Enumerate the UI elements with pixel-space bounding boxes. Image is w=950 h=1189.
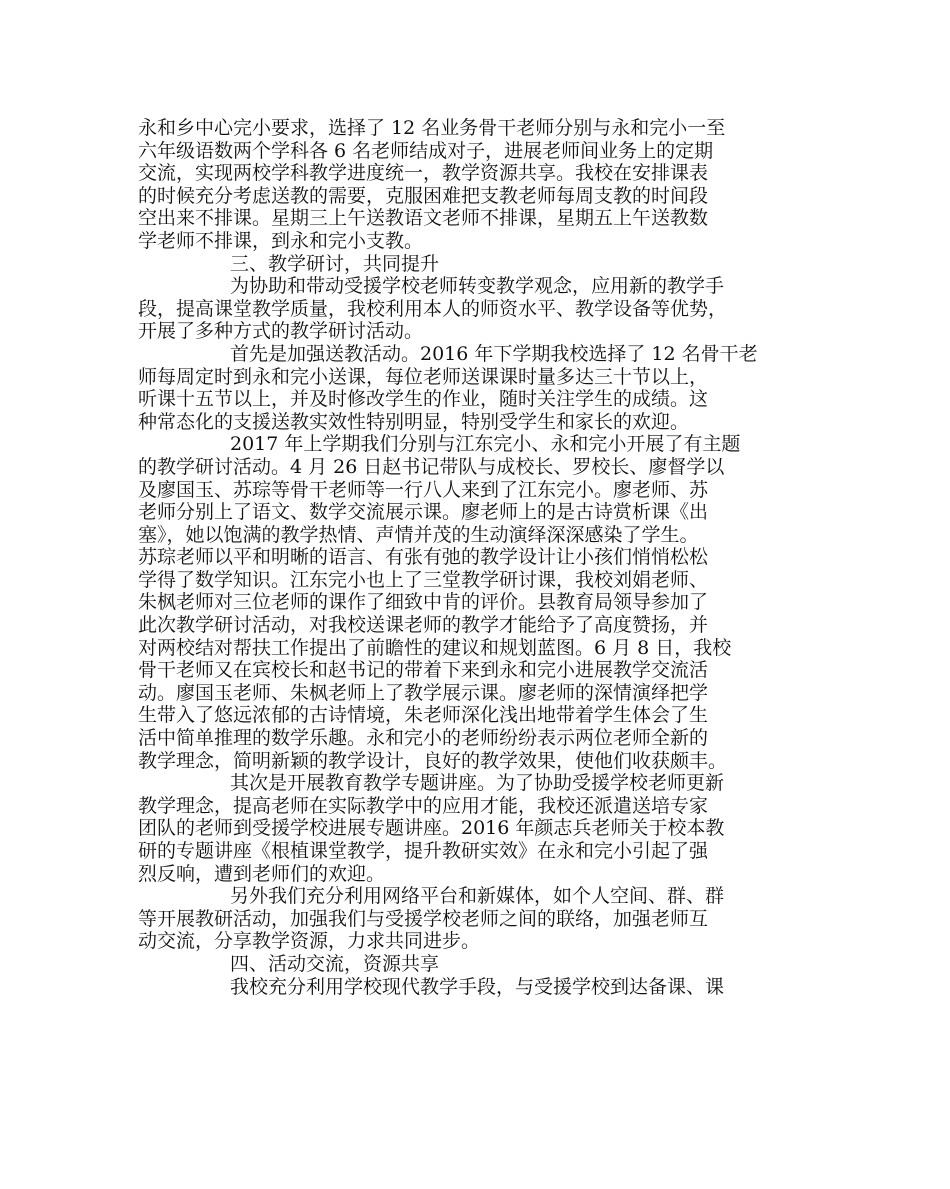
- text-line: 开展了多种方式的教学研讨活动。: [138, 320, 424, 343]
- text-line: 骨干老师又在宾校长和赵书记的带着下来到永和完小进展教学交流活: [138, 659, 709, 682]
- text-line: 动。廖国玉老师、朱枫老师上了教学展示课。廖老师的深情演绎把学: [138, 681, 709, 704]
- text-line: 师每周定时到永和完小送课，每位老师送课课时量多达三十节以上，: [138, 365, 709, 388]
- text-line: 首先是加强送教活动。2016 年下学期我校选择了 12 名骨干老: [230, 342, 758, 365]
- text-line: 四、活动交流，资源共享: [230, 952, 440, 975]
- text-line: 三、教学研讨，共同提升: [230, 252, 440, 275]
- text-line: 的教学研讨活动。4 月 26 日赵书记带队与成校长、罗校长、廖督学以: [138, 455, 725, 478]
- text-line: 交流，实现两校学科教学进度统一，教学资源共享。我校在安排课表: [138, 162, 709, 185]
- text-line: 学老师不排课，到永和完小支教。: [138, 229, 424, 252]
- text-line: 此次教学研讨活动，对我校送课老师的教学才能给予了高度赞扬，并: [138, 614, 709, 637]
- text-line: 空出来不排课。星期三上午送教语文老师不排课，星期五上午送教数: [138, 207, 709, 230]
- text-line: 动交流，分享教学资源，力求共同进步。: [138, 930, 481, 953]
- text-line: 另外我们充分利用网络平台和新媒体，如个人空间、群、群: [230, 885, 725, 908]
- text-line: 对两校结对帮扶工作提出了前瞻性的建议和规划蓝图。6 月 8 日，我校: [138, 636, 732, 659]
- text-line: 团队的老师到受援学校进展专题讲座。2016 年颜志兵老师关于校本教: [138, 817, 725, 840]
- text-line: 的时候充分考虑送教的需要，克服困难把支教老师每周支教的时间段: [138, 184, 709, 207]
- text-line: 学得了数学知识。江东完小也上了三堂教学研讨课，我校刘娟老师、: [138, 568, 709, 591]
- text-line: 活中简单推理的数学乐趣。永和完小的老师纷纷表示两位老师全新的: [138, 727, 709, 750]
- text-line: 及廖国玉、苏琮等骨干老师等一行八人来到了江东完小。廖老师、苏: [138, 478, 709, 501]
- text-line: 烈反响，遭到老师们的欢迎。: [138, 862, 386, 885]
- text-line: 生带入了悠远浓郁的古诗情境，朱老师深化浅出地带着学生体会了生: [138, 704, 709, 727]
- text-line: 我校充分利用学校现代教学手段，与受援学校到达备课、课: [230, 975, 725, 998]
- text-line: 种常态化的支援送教实效性特别明显，特别受学生和家长的欢迎。: [138, 410, 690, 433]
- text-line: 塞》，她以饱满的教学热情、声情并茂的生动演绎深深感染了学生。: [138, 523, 699, 546]
- text-line: 六年级语数两个学科各 6 名老师结成对子，进展老师间业务上的定期: [138, 139, 714, 162]
- text-line: 等开展教研活动，加强我们与受援学校老师之间的联络，加强老师互: [138, 907, 709, 930]
- text-line: 2017 年上学期我们分别与江东完小、永和完小开展了有主题: [230, 433, 741, 456]
- text-line: 教学理念，简明新颖的教学设计，良好的教学效果，使他们收获颇丰。: [138, 749, 728, 772]
- text-line: 朱枫老师对三位老师的课作了细致中肯的评价。县教育局领导参加了: [138, 591, 709, 614]
- text-line: 其次是开展教育教学专题讲座。为了协助受援学校老师更新: [230, 772, 725, 795]
- document-body: [138, 117, 816, 998]
- text-line: 苏琮老师以平和明晰的语言、有张有弛的教学设计让小孩们悄悄松松: [138, 546, 709, 569]
- text-line: 教学理念，提高老师在实际教学中的应用才能，我校还派遣送培专家: [138, 794, 709, 817]
- text-line: 听课十五节以上，并及时修改学生的作业，随时关注学生的成绩。这: [138, 388, 709, 411]
- text-line: 为协助和带动受援学校老师转变教学观念，应用新的教学手: [230, 275, 725, 298]
- text-line: 永和乡中心完小要求，选择了 12 名业务骨干老师分别与永和完小一至: [138, 117, 726, 139]
- text-line: 研的专题讲座《根植课堂教学，提升教研实效》在永和完小引起了强: [138, 840, 709, 862]
- text-line: 段，提高课堂教学质量，我校利用本人的师资水平、教学设备等优势，: [138, 297, 728, 320]
- text-line: 老师分别上了语文、数学交流展示课。廖老师上的是古诗赏析课《出: [138, 501, 709, 524]
